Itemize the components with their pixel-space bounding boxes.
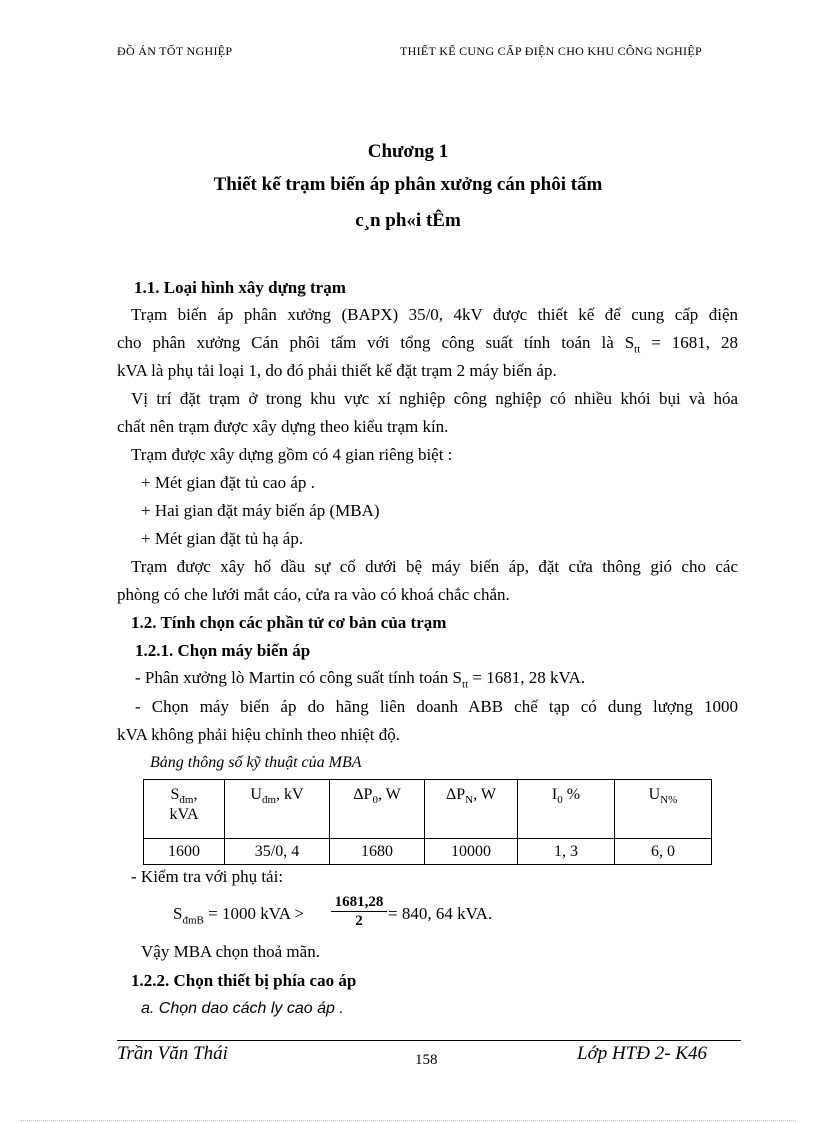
- cell-text: ΔP: [353, 786, 373, 803]
- header-right: THIẾT KẾ CUNG CẤP ĐIỆN CHO KHU CÔNG NGHIỆP: [400, 44, 702, 58]
- cell-text: U: [250, 786, 262, 803]
- mba-spec-table: [143, 779, 712, 865]
- table-row: [144, 839, 712, 865]
- chapter-title: Thiết kế trạm biến áp phân xưởng cán phôi tấm: [213, 174, 603, 195]
- paragraph-line: Trạm được xây dựng gồm có 4 gian riêng biệt :: [131, 445, 453, 464]
- equation-right: = 840, 64 kVA.: [388, 904, 493, 923]
- table-cell: 1, 3: [518, 839, 615, 865]
- footer-rule: [117, 1040, 741, 1041]
- section-heading-1-2-2: 1.2.2. Chọn thiết bị phía cao áp: [131, 971, 357, 990]
- paragraph-line: - Chọn máy biến áp do hãng liên doanh ABB chế tạp có dung lượng 1000: [135, 697, 738, 716]
- fraction-denominator: 2: [355, 913, 363, 929]
- table-cell: 1680: [330, 839, 425, 865]
- fraction-numerator: 1681,28: [331, 893, 387, 912]
- subscript: đm: [179, 794, 194, 807]
- cell-text: , kV: [276, 786, 304, 803]
- section-heading-1-2-1: 1.2.1. Chọn máy biến áp: [135, 641, 311, 660]
- cell-text: ΔP: [446, 786, 466, 803]
- paragraph-line: kVA không phải hiệu chỉnh theo nhiệt độ.: [117, 725, 400, 744]
- cell-text: ,: [193, 786, 198, 803]
- text-run: cho phân xưởng Cán phôi tấm với tổng công suất tính toán là S: [117, 333, 635, 352]
- text-run: S: [173, 904, 183, 923]
- subsection-a: a. Chọn dao cách ly cao áp .: [141, 1000, 344, 1017]
- bullet-item: + Hai gian đặt máy biến áp (MBA): [141, 501, 380, 520]
- cell-text: U: [648, 786, 661, 803]
- cell-text: %: [562, 786, 581, 803]
- cell-text: , W: [473, 786, 496, 803]
- paragraph-line: phòng có che lưới mắt cáo, cửa ra vào có khoá chắc chắn.: [117, 585, 510, 604]
- paragraph-line: Trạm được xây hố dầu sự cố dưới bệ máy biến áp, đặt cửa thông gió cho các: [131, 557, 738, 576]
- cell-text: S: [170, 786, 180, 803]
- subscript: N: [465, 794, 474, 807]
- text-run: = 1681, 28: [640, 333, 738, 352]
- table-header-cell: [144, 780, 225, 839]
- chapter-title-garbled: c¸n ph«i tÊm: [355, 210, 461, 231]
- table-header-cell: [425, 780, 518, 839]
- cell-text: , W: [377, 786, 401, 803]
- table-cell: 6, 0: [615, 839, 712, 865]
- paragraph-line: chất nên trạm được xây dựng theo kiểu trạm kín.: [117, 417, 449, 436]
- table-header-cell: [225, 780, 330, 839]
- footer-class: Lớp HTĐ 2- K46: [577, 1043, 707, 1064]
- subscript: đm: [261, 794, 277, 807]
- table-caption: Bảng thông số kỹ thuật của MBA: [150, 754, 362, 771]
- subscript: 0: [557, 794, 563, 807]
- section-heading-1-1: 1.1. Loại hình xây dựng trạm: [134, 278, 346, 297]
- chapter-number: Chương 1: [367, 141, 449, 162]
- text-run: - Phân xưởng lò Martin có công suất tính toán S: [135, 668, 463, 687]
- table-cell: 1600: [144, 839, 225, 865]
- paragraph-line: Vị trí đặt trạm ở trong khu vực xí nghiệp công nghiệp có nhiều khói bụi và hóa: [131, 389, 738, 408]
- table-header-cell: [615, 780, 712, 839]
- paragraph-line: kVA là phụ tải loại 1, do đó phải thiết kế đặt trạm 2 máy biến áp.: [117, 361, 557, 380]
- bullet-item: + Mét gian đặt tủ hạ áp.: [141, 529, 304, 548]
- subscript: đmB: [182, 914, 204, 927]
- table-cell: 35/0, 4: [225, 839, 330, 865]
- subscript: 0: [372, 794, 378, 807]
- paragraph-line: Vậy MBA chọn thoả mãn.: [141, 942, 320, 961]
- cell-text: I: [551, 786, 558, 803]
- header-left: ĐỒ ÁN TỐT NGHIỆP: [117, 44, 233, 58]
- footer-author: Trần Văn Thái: [117, 1043, 228, 1064]
- page-edge-divider: [20, 1120, 796, 1121]
- equation-fraction: [331, 893, 387, 930]
- text-run: = 1000 kVA >: [203, 904, 304, 923]
- subscript: tt: [634, 343, 641, 356]
- section-heading-1-2: 1.2. Tính chọn các phần tử cơ bản của trạm: [131, 613, 447, 632]
- subscript: tt: [462, 678, 469, 691]
- paragraph-line: [135, 668, 585, 694]
- subscript: N%: [660, 794, 678, 807]
- paragraph-line: - Kiểm tra với phụ tải:: [131, 867, 284, 886]
- table-header-row: [144, 780, 712, 839]
- table-cell: 10000: [425, 839, 518, 865]
- table-header-cell: [330, 780, 425, 839]
- cell-text: kVA: [169, 806, 199, 824]
- paragraph-line: [117, 333, 738, 359]
- paragraph-line: Trạm biến áp phân xưởng (BAPX) 35/0, 4kV được thiết kế để cung cấp điện: [131, 305, 738, 324]
- page-number: 158: [415, 1052, 438, 1068]
- text-run: = 1681, 28 kVA.: [468, 668, 586, 687]
- equation-left: [173, 904, 304, 930]
- table-header-cell: [518, 780, 615, 839]
- bullet-item: + Mét gian đặt tủ cao áp .: [141, 473, 315, 492]
